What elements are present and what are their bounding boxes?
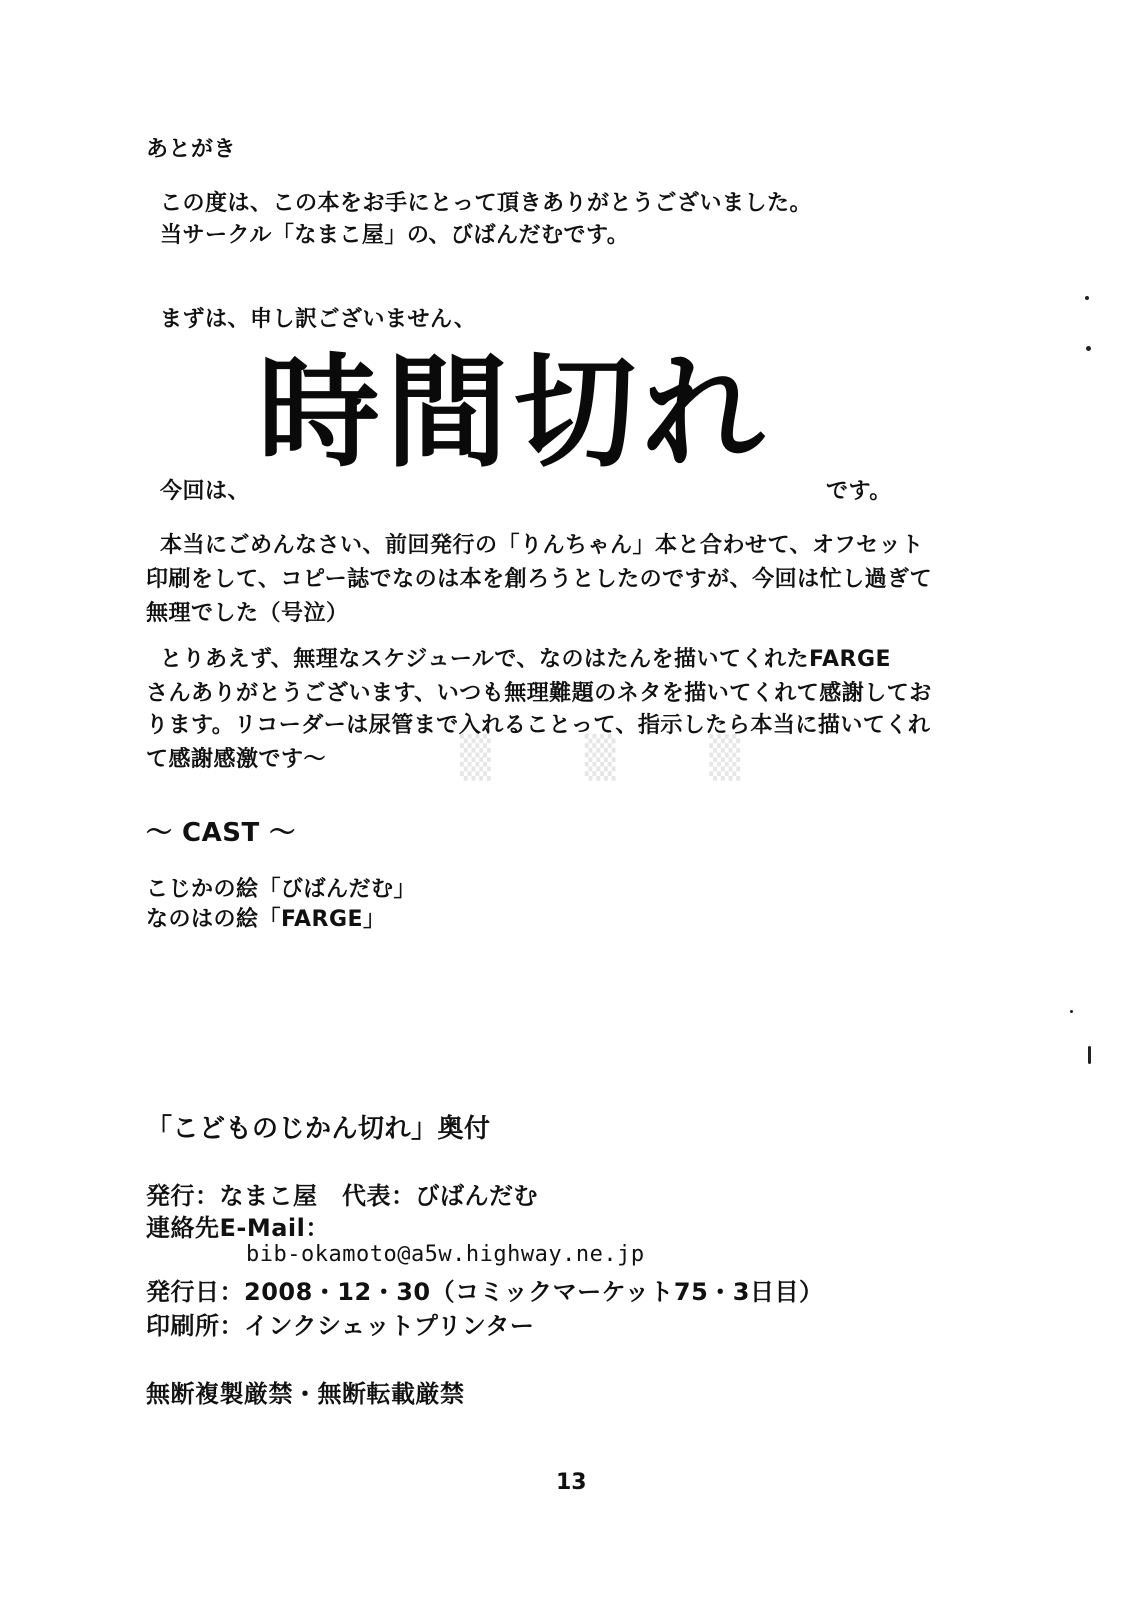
big-text-suffix: です。 <box>826 479 892 504</box>
afterword-heading: あとがき <box>146 137 237 162</box>
big-text-prefix: 今回は、 <box>160 479 251 504</box>
colophon-rights: 無断複製厳禁・無断転載厳禁 <box>146 1380 465 1408</box>
colophon-printer: 印刷所：インクシェットプリンター <box>146 1312 535 1340</box>
scan-speck <box>1086 346 1091 351</box>
scan-speck <box>1070 1010 1073 1013</box>
afterword-para3-line2: さんありがとうございます、いつも無理難題のネタを描いてくれて感謝してお <box>146 681 932 706</box>
afterword-para1-line2: 当サークル「なまこ屋」の、びばんだむです。 <box>160 223 630 248</box>
cast-line-nanoha: なのはの絵「FARGE」 <box>146 907 386 932</box>
page-number: 13 <box>556 1470 587 1495</box>
colophon-date: 発行日：2008・12・30（コミックマーケット75・3日目） <box>146 1278 824 1306</box>
afterword-para2-line1: 本当にごめんなさい、前回発行の「りんちゃん」本と合わせて、オフセット <box>160 533 924 558</box>
afterword-para3-line4: て感謝感激です～ <box>146 747 327 772</box>
colophon-contact-label: 連絡先E-Mail： <box>146 1214 330 1242</box>
afterword-para2-line2: 印刷をして、コピー誌でなのは本を創ろうとしたのですが、今回は忙し過ぎて <box>146 567 933 592</box>
bleed-through-texture: ▒ ▒ ▒ <box>460 735 781 781</box>
apology-intro: まずは、申し訳ございません、 <box>160 307 477 332</box>
afterword-para2-line3: 無理でした（号泣） <box>146 601 349 626</box>
scan-speck <box>1088 1046 1091 1064</box>
cast-heading: ～ CAST ～ <box>146 818 296 848</box>
scan-speck <box>1085 296 1089 300</box>
afterword-para3-line1: とりあえず、無理なスケジュールで、なのはたんを描いてくれたFARGE <box>160 647 892 672</box>
afterword-para1-line1: この度は、この本をお手にとって頂きありがとうございました。 <box>160 191 813 216</box>
afterword-para3-line3: ります。リコーダーは尿管まで入れることって、指示したら本当に描いてくれ <box>146 713 931 738</box>
colophon-title: 「こどものじかん切れ」奥付 <box>146 1114 491 1144</box>
cast-line-kojika: こじかの絵「びばんだむ」 <box>146 877 417 902</box>
colophon-email: bib-okamoto@a5w.highway.ne.jp <box>246 1242 645 1267</box>
big-headline-time-up: 時間切れ <box>258 342 770 484</box>
colophon-publisher: 発行：なまこ屋 代表：びばんだむ <box>146 1182 538 1210</box>
